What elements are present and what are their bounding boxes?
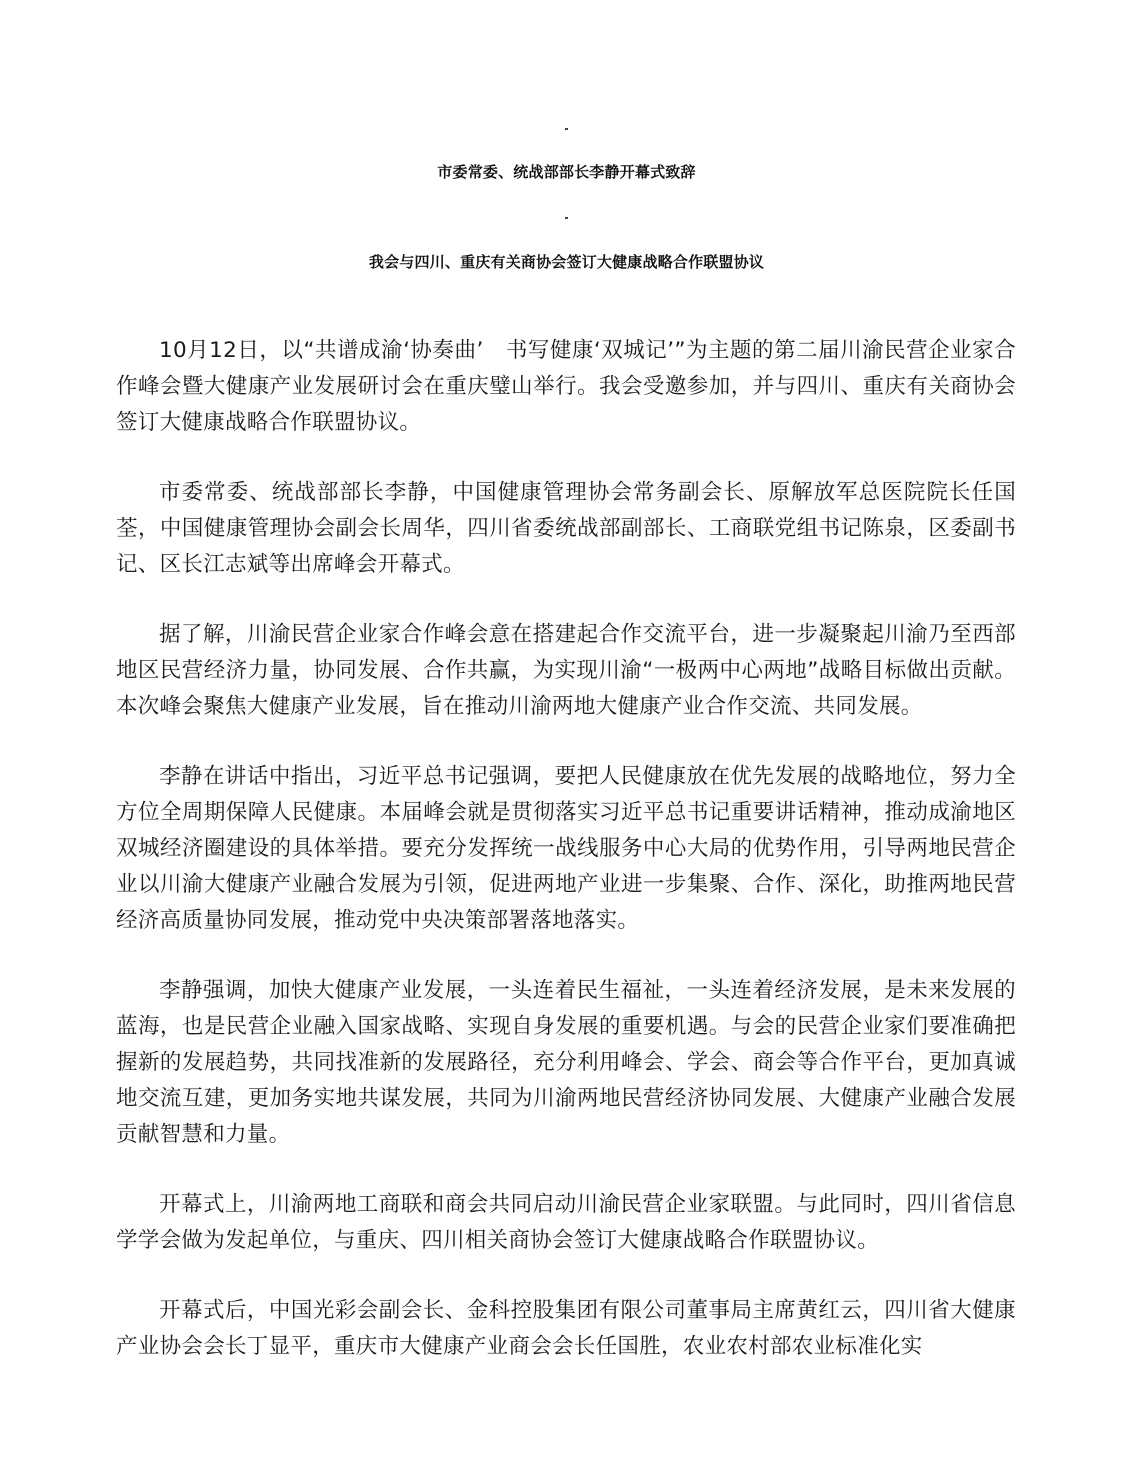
paragraph: 开幕式上，川渝两地工商联和商会共同启动川渝民营企业家联盟。与此同时，四川省信息学学会做为发起单位，与重庆、四川相关商协会签订大健康战略合作联盟协议。 bbox=[116, 1192, 1016, 1253]
paragraph: 10月12日，以“共谱成渝‘协奏曲’ 书写健康‘双城记’”为主题的第二届川渝民营企业家合作峰会暨大健康产业发展研讨会在重庆璧山举行。我会受邀参加，并与四川、重庆有关商协会签订大健康战略合作联盟协议。 bbox=[116, 338, 1016, 435]
photo-caption: 我会与四川、重庆有关商协会签订大健康战略合作联盟协议 bbox=[368, 253, 765, 271]
image-placeholder-mark bbox=[565, 217, 568, 219]
photo-caption: 市委常委、统战部部长李静开幕式致辞 bbox=[437, 163, 696, 181]
image-placeholder-mark bbox=[565, 128, 568, 130]
article-body bbox=[116, 333, 1016, 1399]
paragraph: 李静在讲话中指出，习近平总书记强调，要把人民健康放在优先发展的战略地位，努力全方位全周期保障人民健康。本届峰会就是贯彻落实习近平总书记重要讲话精神，推动成渝地区双城经济圈建设的具体举措。要充分发挥统一战线服务中心大局的优势作用，引导两地民营企业以川渝大健康产业融合发展为引领，促进两地产业进一步集聚、合作、深化，助推两地民营经济高质量协同发展，推动党中央决策部署落地落实。 bbox=[116, 764, 1016, 933]
paragraph: 开幕式后，中国光彩会副会长、金科控股集团有限公司董事局主席黄红云，四川省大健康产业协会会长丁显平，重庆市大健康产业商会会长任国胜，农业农村部农业标准化实 bbox=[116, 1298, 1016, 1359]
paragraph: 据了解，川渝民营企业家合作峰会意在搭建起合作交流平台，进一步凝聚起川渝乃至西部地区民营经济力量，协同发展、合作共赢，为实现川渝“一极两中心两地”战略目标做出贡献。本次峰会聚焦大健康产业发展，旨在推动川渝两地大健康产业合作交流、共同发展。 bbox=[116, 622, 1016, 719]
paragraph: 市委常委、统战部部长李静，中国健康管理协会常务副会长、原解放军总医院院长任国荃，中国健康管理协会副会长周华，四川省委统战部副部长、工商联党组书记陈泉，区委副书记、区长江志斌等出席峰会开幕式。 bbox=[116, 480, 1016, 577]
paragraph: 李静强调，加快大健康产业发展，一头连着民生福祉，一头连着经济发展，是未来发展的蓝海，也是民营企业融入国家战略、实现自身发展的重要机遇。与会的民营企业家们要准确把握新的发展趋势，共同找准新的发展路径，充分利用峰会、学会、商会等合作平台，更加真诚地交流互建，更加务实地共谋发展，共同为川渝两地民营经济协同发展、大健康产业融合发展贡献智慧和力量。 bbox=[116, 978, 1016, 1147]
